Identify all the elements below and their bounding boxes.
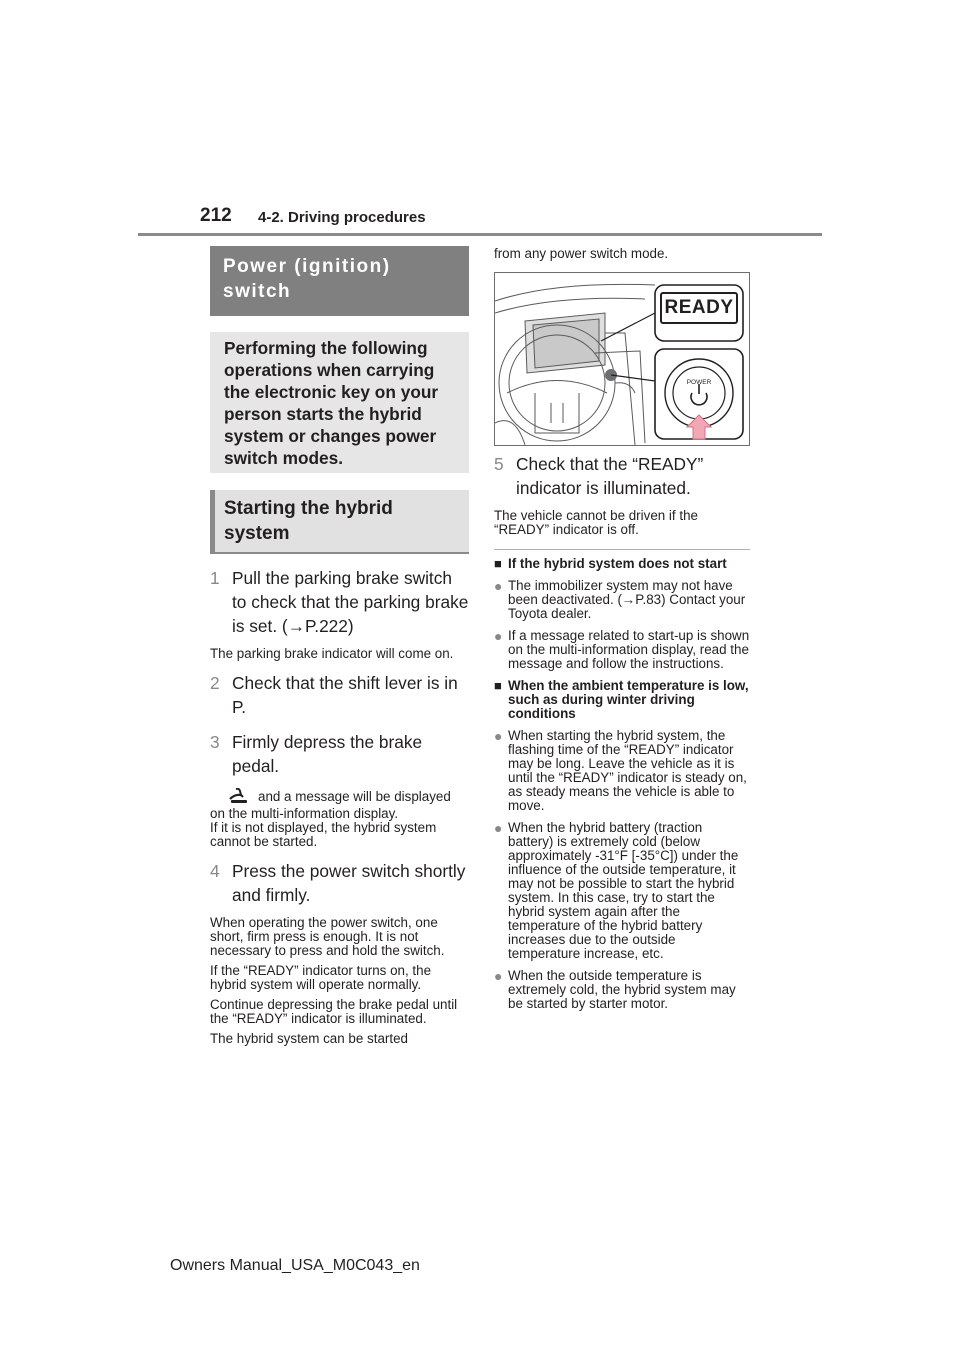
step-4 [210, 859, 469, 907]
step-text: Pull the parking brake switch to check that the parking brake is set. (→P.222) [232, 568, 469, 636]
ready-indicator-label: READY [664, 297, 734, 318]
divider [494, 549, 750, 550]
bullet-icon: ● [494, 820, 503, 836]
section-title: 4-2. Driving procedures [258, 209, 426, 226]
step-2 [210, 671, 469, 719]
note-heading: ■ When the ambient temperature is low, such as during winter driving conditions [494, 678, 749, 721]
page-number: 212 [200, 205, 232, 226]
dashboard-illustration [494, 272, 750, 446]
step-note-text: and a message will be displayed on the multi-information display. [210, 789, 451, 821]
continuation-text: from any power switch mode. [494, 246, 669, 261]
header-rule [138, 233, 822, 236]
left-column [210, 246, 469, 1046]
step-text: Check that the “READY” indicator is illuminated. [516, 454, 704, 498]
step-text: Press the power switch shortly and firmly. [232, 861, 466, 905]
step-note [210, 788, 469, 849]
step-note: The parking brake indicator will come on. [210, 646, 454, 661]
note-bullet: ● When the hybrid battery (traction battery) is extremely cold (below approximately -31°F [-35°C]) under the influence of the outside temperature, it may not be possible to start the hybrid system. In this case, try to start the hybrid system again after the temperature of the hybrid battery increases due to the outside temperature increase, etc. [494, 820, 739, 961]
step-note: If the “READY” indicator turns on, the hybrid system will operate normally. [210, 963, 432, 992]
note-bullet: ● When the outside temperature is extremely cold, the hybrid system may be started by starter motor. [494, 968, 736, 1011]
step-5 [494, 452, 750, 500]
bullet-icon: ● [494, 968, 503, 984]
intro-box: Performing the following operations when carrying the electronic key on your person starts the hybrid system or changes power switch modes. [210, 332, 469, 473]
right-column [494, 452, 750, 537]
note-bullet: ● The immobilizer system may not have been deactivated. (→P.83) Contact your Toyota dealer. [494, 578, 746, 621]
subsection-heading: Starting the hybrid system [210, 490, 469, 554]
step-number: 2 [210, 673, 220, 693]
square-bullet-icon: ■ [494, 556, 502, 571]
step-1 [210, 566, 469, 638]
step-text: Firmly depress the brake pedal. [232, 732, 423, 776]
bullet-icon: ● [494, 728, 503, 744]
note-bullet: ● If a message related to start-up is shown on the multi-information display, read the message and follow the instructions. [494, 628, 750, 671]
power-button-label: POWER [686, 379, 712, 386]
footer-text: Owners Manual_USA_M0C043_en [170, 1257, 420, 1274]
note-bullet: ● When starting the hybrid system, the flashing time of the “READY” indicator may be long. Leave the vehicle as it is until the “READY” indicator is steady on, as steady means the vehicle is able to move. [494, 728, 747, 813]
step-note-text: If it is not displayed, the hybrid system cannot be started. [210, 820, 437, 849]
bullet-icon: ● [494, 578, 503, 594]
step-text: Check that the shift lever is in P. [232, 673, 458, 717]
step-note: When operating the power switch, one short, firm press is enough. It is not necessary to press and hold the switch. [210, 915, 445, 958]
step-number: 5 [494, 454, 504, 474]
step-number: 4 [210, 861, 220, 881]
bullet-icon: ● [494, 628, 503, 644]
brake-indicator-icon [228, 788, 250, 807]
step-note: The hybrid system can be started [210, 1031, 408, 1046]
square-bullet-icon: ■ [494, 678, 502, 693]
step-number: 3 [210, 732, 220, 752]
note-heading: ■ If the hybrid system does not start [494, 556, 727, 571]
section-heading: Power (ignition) switch [210, 246, 469, 316]
step-number: 1 [210, 568, 220, 588]
step-note: The vehicle cannot be driven if the “READY” indicator is off. [494, 508, 698, 537]
step-3 [210, 730, 469, 778]
step-note: Continue depressing the brake pedal until the “READY” indicator is illuminated. [210, 997, 458, 1026]
notes-column [494, 557, 750, 1011]
